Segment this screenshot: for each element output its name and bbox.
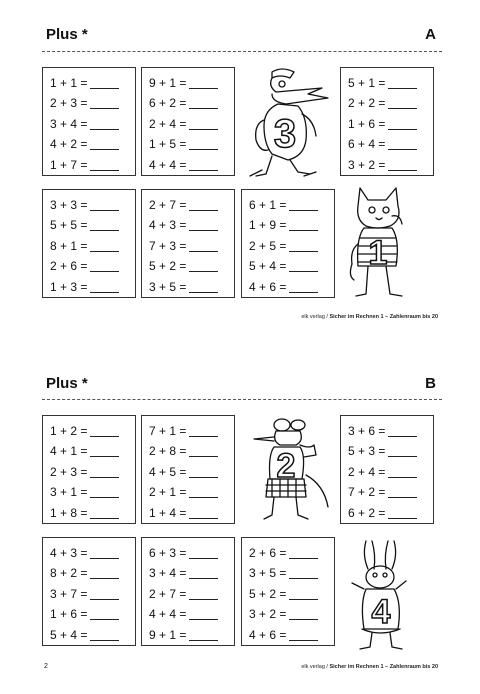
footer-publisher: elk verlag [301, 314, 325, 320]
answer-blank[interactable] [90, 281, 119, 293]
exercise-row [341, 134, 433, 154]
cat-number-one-illustration [346, 184, 418, 302]
exercise-row [142, 73, 234, 93]
answer-blank[interactable] [189, 77, 218, 89]
exercise-row [142, 441, 234, 461]
answer-blank[interactable] [388, 118, 417, 130]
equation-text: 7 + 2 = [348, 485, 386, 500]
exercise-row [341, 114, 433, 134]
answer-blank[interactable] [189, 445, 218, 457]
worksheet-b [0, 345, 480, 694]
equation-text: 7 + 1 = [149, 424, 187, 438]
equation-text: 2 + 4 = [348, 464, 386, 479]
exercise-row [242, 256, 334, 276]
exercise-box [340, 415, 434, 524]
equation-text: 2 + 2 = [348, 96, 386, 111]
exercise-row [43, 503, 135, 523]
exercise-row [242, 584, 334, 604]
equation-text: 3 + 3 = [50, 198, 88, 212]
worksheet-a [0, 0, 480, 345]
exercise-row [142, 584, 234, 604]
equation-text: 3 + 4 = [149, 566, 187, 581]
exercise-row [341, 93, 433, 113]
answer-blank[interactable] [388, 97, 417, 109]
sheet-letter: B [425, 375, 436, 392]
exercise-row [242, 195, 334, 215]
equation-text: 9 + 1 = [149, 76, 187, 90]
exercise-box [241, 189, 335, 298]
equation-text: 1 + 3 = [50, 279, 88, 294]
exercise-row [43, 93, 135, 113]
exercise-row [43, 421, 135, 441]
equation-text: 1 + 5 = [149, 137, 187, 152]
equation-text: 2 + 7 = [149, 198, 187, 212]
answer-blank[interactable] [388, 466, 417, 478]
exercise-row [43, 584, 135, 604]
exercise-row [43, 195, 135, 215]
answer-blank[interactable] [189, 486, 218, 498]
exercise-box [141, 415, 235, 524]
exercise-row [43, 277, 135, 297]
exercise-row [341, 441, 433, 461]
answer-blank[interactable] [289, 260, 318, 272]
exercise-row [43, 462, 135, 482]
exercise-row [142, 256, 234, 276]
equation-text: 2 + 8 = [149, 444, 187, 459]
answer-blank[interactable] [388, 159, 417, 171]
answer-blank[interactable] [90, 466, 119, 478]
divider-line [42, 51, 442, 52]
exercise-row [142, 625, 234, 645]
answer-blank[interactable] [90, 219, 119, 231]
answer-blank[interactable] [90, 260, 119, 272]
equation-text: 2 + 3 = [50, 464, 88, 479]
equation-text: 4 + 2 = [50, 137, 88, 152]
equation-text: 1 + 6 = [348, 116, 386, 131]
answer-blank[interactable] [189, 199, 218, 211]
sheet-title: Plus * [46, 375, 88, 392]
answer-blank[interactable] [289, 219, 318, 231]
equation-text: 6 + 2 = [348, 505, 386, 520]
exercise-row [142, 195, 234, 215]
equation-text: 3 + 2 = [348, 157, 386, 172]
answer-blank[interactable] [90, 507, 119, 519]
answer-blank[interactable] [90, 425, 119, 437]
answer-blank[interactable] [289, 608, 318, 620]
answer-blank[interactable] [289, 629, 318, 641]
exercise-box [42, 415, 136, 524]
exercise-row [43, 543, 135, 563]
answer-blank[interactable] [189, 507, 218, 519]
equation-text: 1 + 7 = [50, 157, 88, 172]
answer-blank[interactable] [189, 466, 218, 478]
answer-blank[interactable] [289, 567, 318, 579]
answer-blank[interactable] [289, 588, 318, 600]
answer-blank[interactable] [289, 199, 318, 211]
equation-text: 3 + 5 = [249, 566, 287, 581]
equation-text: 4 + 4 = [149, 607, 187, 622]
rabbit-number-four-illustration [344, 537, 420, 655]
sheet-letter: A [425, 26, 436, 43]
answer-blank[interactable] [90, 77, 119, 89]
exercise-row [43, 482, 135, 502]
answer-blank[interactable] [189, 425, 218, 437]
equation-text: 7 + 3 = [149, 238, 187, 253]
answer-blank[interactable] [90, 138, 119, 150]
answer-blank[interactable] [90, 118, 119, 130]
exercise-row [43, 256, 135, 276]
footer-publisher: elk verlag [301, 664, 325, 670]
answer-blank[interactable] [189, 159, 218, 171]
exercise-row [43, 73, 135, 93]
answer-blank[interactable] [189, 588, 218, 600]
exercise-box [141, 189, 235, 298]
equation-text: 5 + 2 = [249, 586, 287, 601]
exercise-row [43, 134, 135, 154]
equation-text: 4 + 1 = [50, 444, 88, 459]
equation-text: 6 + 2 = [149, 96, 187, 111]
equation-text: 9 + 1 = [149, 627, 187, 642]
equation-text: 1 + 2 = [50, 424, 88, 438]
exercise-row [142, 543, 234, 563]
exercise-row [142, 114, 234, 134]
exercise-box [141, 537, 235, 646]
equation-text: 5 + 4 = [249, 259, 287, 274]
exercise-row [341, 155, 433, 175]
equation-text: 5 + 5 = [50, 218, 88, 233]
exercise-box [42, 537, 136, 646]
equation-text: 2 + 4 = [149, 116, 187, 131]
equation-text: 3 + 4 = [50, 116, 88, 131]
exercise-row [43, 563, 135, 583]
equation-text: 3 + 1 = [50, 485, 88, 500]
answer-blank[interactable] [189, 118, 218, 130]
exercise-box [141, 67, 235, 176]
answer-blank[interactable] [90, 445, 119, 457]
answer-blank[interactable] [388, 486, 417, 498]
exercise-row [341, 421, 433, 441]
equation-text: 4 + 5 = [149, 464, 187, 479]
equation-text: 6 + 4 = [348, 137, 386, 152]
equation-text: 1 + 6 = [50, 607, 88, 622]
exercise-row [242, 543, 334, 563]
exercise-row [142, 604, 234, 624]
footer-book-title: Sicher im Rechnen 1 – Zahlenraum bis 20 [329, 664, 438, 670]
sheet-title: Plus * [46, 26, 88, 43]
footer-book-title: Sicher im Rechnen 1 – Zahlenraum bis 20 [329, 314, 438, 320]
equation-text: 5 + 3 = [348, 444, 386, 459]
exercise-row [43, 114, 135, 134]
exercise-row [142, 462, 234, 482]
exercise-row [142, 503, 234, 523]
equation-text: 6 + 3 = [149, 546, 187, 560]
equation-text: 4 + 4 = [149, 157, 187, 172]
equation-text: 3 + 7 = [50, 586, 88, 601]
figure-number: 1 [368, 234, 388, 272]
answer-blank[interactable] [388, 507, 417, 519]
answer-blank[interactable] [388, 138, 417, 150]
answer-blank[interactable] [189, 97, 218, 109]
equation-text: 1 + 1 = [50, 76, 88, 90]
answer-blank[interactable] [90, 588, 119, 600]
answer-blank[interactable] [388, 445, 417, 457]
exercise-row [242, 236, 334, 256]
exercise-box [340, 67, 434, 176]
exercise-box [42, 189, 136, 298]
answer-blank[interactable] [189, 547, 218, 559]
exercise-row [142, 155, 234, 175]
equation-text: 3 + 2 = [249, 607, 287, 622]
answer-blank[interactable] [388, 425, 417, 437]
exercise-row [341, 503, 433, 523]
answer-blank[interactable] [189, 629, 218, 641]
answer-blank[interactable] [289, 281, 318, 293]
answer-blank[interactable] [189, 219, 218, 231]
equation-text: 6 + 1 = [249, 198, 287, 212]
mouse-number-two-illustration [244, 415, 336, 527]
answer-blank[interactable] [189, 240, 218, 252]
equation-text: 2 + 5 = [249, 238, 287, 253]
footer-credit: elk verlag / Sicher im Rechnen 1 – Zahlenraum bis 20 [301, 314, 438, 320]
equation-text: 2 + 1 = [149, 485, 187, 500]
exercise-row [43, 236, 135, 256]
exercise-box [42, 67, 136, 176]
equation-text: 4 + 3 = [50, 546, 88, 560]
page-number: 2 [44, 663, 48, 670]
answer-blank[interactable] [90, 486, 119, 498]
answer-blank[interactable] [90, 199, 119, 211]
exercise-row [242, 604, 334, 624]
exercise-row [341, 482, 433, 502]
divider-line [42, 399, 442, 400]
answer-blank[interactable] [189, 138, 218, 150]
exercise-row [242, 625, 334, 645]
exercise-row [242, 563, 334, 583]
exercise-row [43, 155, 135, 175]
equation-text: 4 + 3 = [149, 218, 187, 233]
exercise-row [142, 93, 234, 113]
answer-blank[interactable] [189, 281, 218, 293]
equation-text: 2 + 7 = [149, 586, 187, 601]
exercise-row [142, 277, 234, 297]
exercise-row [142, 482, 234, 502]
equation-text: 2 + 6 = [249, 546, 287, 560]
answer-blank[interactable] [90, 608, 119, 620]
exercise-row [242, 215, 334, 235]
answer-blank[interactable] [90, 629, 119, 641]
equation-text: 5 + 1 = [348, 76, 386, 90]
equation-text: 2 + 3 = [50, 96, 88, 111]
crocodile-number-three-illustration [242, 64, 332, 182]
equation-text: 5 + 4 = [50, 627, 88, 642]
figure-number: 4 [371, 593, 391, 631]
equation-text: 4 + 6 = [249, 279, 287, 294]
exercise-row [43, 604, 135, 624]
equation-text: 1 + 9 = [249, 218, 287, 233]
answer-blank[interactable] [289, 240, 318, 252]
answer-blank[interactable] [90, 567, 119, 579]
exercise-row [142, 563, 234, 583]
exercise-row [142, 421, 234, 441]
answer-blank[interactable] [189, 608, 218, 620]
equation-text: 5 + 2 = [149, 259, 187, 274]
exercise-row [242, 277, 334, 297]
exercise-row [341, 73, 433, 93]
exercise-row [142, 215, 234, 235]
answer-blank[interactable] [388, 77, 417, 89]
figure-number: 3 [273, 112, 297, 156]
answer-blank[interactable] [90, 547, 119, 559]
exercise-row [341, 462, 433, 482]
exercise-box [241, 537, 335, 646]
answer-blank[interactable] [90, 159, 119, 171]
equation-text: 3 + 6 = [348, 424, 386, 438]
answer-blank[interactable] [189, 567, 218, 579]
answer-blank[interactable] [189, 260, 218, 272]
equation-text: 4 + 6 = [249, 627, 287, 642]
exercise-row [43, 441, 135, 461]
exercise-row [142, 236, 234, 256]
answer-blank[interactable] [90, 97, 119, 109]
answer-blank[interactable] [90, 240, 119, 252]
answer-blank[interactable] [289, 547, 318, 559]
exercise-row [142, 134, 234, 154]
equation-text: 2 + 6 = [50, 259, 88, 274]
equation-text: 8 + 1 = [50, 238, 88, 253]
equation-text: 1 + 4 = [149, 505, 187, 520]
equation-text: 3 + 5 = [149, 279, 187, 294]
exercise-row [43, 625, 135, 645]
exercise-row [43, 215, 135, 235]
equation-text: 8 + 2 = [50, 566, 88, 581]
footer-credit: elk verlag / Sicher im Rechnen 1 – Zahlenraum bis 20 [301, 664, 438, 670]
figure-number: 2 [276, 447, 296, 485]
equation-text: 1 + 8 = [50, 505, 88, 520]
